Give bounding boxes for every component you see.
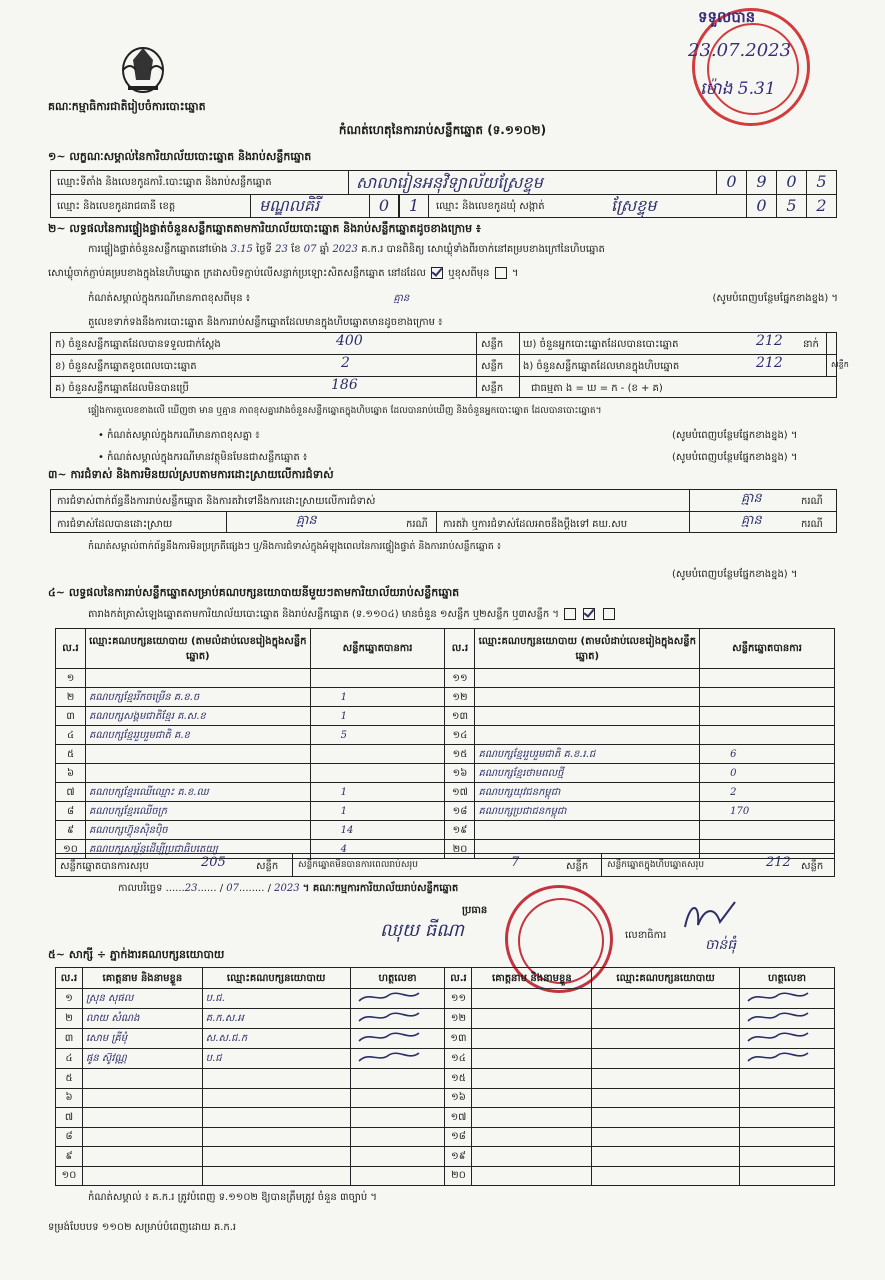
code-digit: 5 (806, 171, 836, 194)
table-row (56, 688, 835, 707)
witness-name (472, 1127, 592, 1147)
fill-note: (សូមបំពេញបន្ថែមផ្នែកខាងខ្នង) ។ (672, 430, 798, 441)
party-name (475, 726, 700, 745)
signature-cell (739, 989, 834, 1009)
bullet-objects: • កំណត់សម្គាល់ក្នុងករណីមានវត្ថុមិនមែនជាសន្លឹកឆ្នោត ៖ (98, 452, 308, 463)
witness-party (592, 1088, 740, 1108)
party-name (475, 688, 700, 707)
appeal-value: គ្មាន (741, 513, 762, 528)
row-number: ១៨ (445, 1127, 472, 1147)
bullet-difference: • កំណត់សម្គាល់ក្នុងករណីមានភាពខុសគ្នា ៖ (98, 430, 260, 441)
witness-table (55, 967, 835, 1186)
vote-count: 170 (700, 802, 835, 821)
vote-count: 1 (310, 707, 445, 726)
month-value: 07 (303, 244, 317, 255)
signature-cell (350, 1088, 445, 1108)
witness-party (202, 1088, 350, 1108)
president-signature: ឈុយ ធីណា (380, 920, 464, 941)
same-checkbox[interactable] (431, 267, 443, 279)
secretary-signature-icon (680, 897, 740, 937)
row-number: ៥ (56, 745, 86, 764)
witness-name: សោម គ្រីមុំ (82, 1029, 202, 1049)
row-number: ៤ (56, 1049, 83, 1069)
witness-party (202, 1166, 350, 1186)
stamp-date: 23.07.2023 (688, 40, 792, 61)
party-name: គណបក្សខ្មែរឈើចក្រ (85, 802, 310, 821)
voters-value: 212 (756, 333, 783, 349)
one-sheet-checkbox[interactable] (564, 608, 576, 620)
vote-count: 2 (700, 783, 835, 802)
row-number: ៥ (56, 1069, 83, 1089)
vote-count: 4 (310, 840, 445, 859)
table-row (56, 669, 835, 688)
code-digit: 2 (806, 195, 836, 218)
signing-date: កាលបរិច្ឆេទ ......23...... / 07........ / 2023 ។ គណៈកម្មការការិយាល័យរាប់សន្លឹកឆ្នោត (118, 883, 459, 894)
commune-code (746, 195, 836, 218)
total-valid-value: 205 (201, 855, 226, 870)
row-number: ៣ (56, 707, 86, 726)
day-value: 23 (275, 244, 288, 255)
total-box-value: 212 (766, 855, 791, 870)
row-number: ១៤ (445, 1049, 472, 1069)
party-name: គណបក្សខ្មែររីកចម្រើន គ.ខ.ច (85, 688, 310, 707)
vote-count (310, 745, 445, 764)
col-party: ឈ្មោះគណបក្សនយោបាយ (តាមលំដាប់លេខរៀងក្នុងសន្លឹកឆ្នោត) (475, 629, 700, 669)
emblem-logo (118, 40, 168, 96)
table-row (56, 726, 835, 745)
objection-table (50, 489, 837, 533)
section5-title: ៥~ សាក្សី ÷ ភ្នាក់ងារគណបក្សនយោបាយ (48, 948, 225, 961)
party-name (475, 707, 700, 726)
witness-party: ប.ជ (202, 1049, 350, 1069)
witness-name (82, 1088, 202, 1108)
col-votes: សន្លឹកឆ្នោតបានការ (700, 629, 835, 669)
code-digit: 0 (716, 171, 746, 194)
row-number: ១៣ (445, 707, 475, 726)
col-no: ល.រ (445, 968, 472, 989)
row-number: ៩ (56, 821, 86, 840)
case-label: ករណី (406, 519, 428, 530)
code-digit: 0 (369, 195, 399, 218)
witness-party (202, 1108, 350, 1128)
witness-name (82, 1166, 202, 1186)
signature-cell (739, 1127, 834, 1147)
received-ballots-label: ក) ចំនួនសន្លឹកឆ្នោតដែលបានទទួលជាក់ស្តែង (55, 339, 221, 350)
text: ។ គណៈកម្មការការិយាល័យរាប់សន្លឹកឆ្នោត (302, 883, 459, 894)
row-number: ៣ (56, 1029, 83, 1049)
two-sheet-checkbox[interactable] (583, 608, 595, 620)
voters-label: ឃ) ចំនួនអ្នកបោះឆ្នោតដែលបានបោះឆ្នោត (523, 339, 679, 350)
form-note: កំណត់សម្គាល់ ៖ គ.ក.រ ត្រូវបំពេញ ទ.១១០២ ឱ្យបានត្រឹមត្រូវ ចំនួន ៣ច្បាប់ ។ (88, 1192, 377, 1203)
vote-count (700, 669, 835, 688)
witness-name: ផូន ស៊ូវណ្ណ (82, 1049, 202, 1069)
year-value: 2023 (332, 244, 358, 255)
party-name: គណបក្សហ៊្វុនស៊ិនប៉ិច (85, 821, 310, 840)
row-number: ៧ (56, 783, 86, 802)
document-title: កំណត់ហេតុនៃការរាប់សន្លឹកឆ្នោត (ទ.១១០២) (338, 123, 547, 137)
location-code (716, 171, 836, 194)
witness-name (472, 1029, 592, 1049)
party-name: គណបក្សយុវជនកម្ពុជា (475, 783, 700, 802)
party-name: គណបក្សខ្មែររួបរួមជាតិ គ.ខ (85, 726, 310, 745)
vote-count: 14 (310, 821, 445, 840)
witness-name (82, 1108, 202, 1128)
code-digit: 0 (746, 195, 776, 218)
vote-count: 5 (310, 726, 445, 745)
row-number: ១១ (445, 989, 472, 1009)
text: ការផ្ទៀងផ្ទាត់ចំនួនសន្លឹកឆ្នោតនៅម៉ោង (88, 244, 228, 255)
difference-note (88, 291, 838, 306)
row-number: ១៥ (445, 1069, 472, 1089)
table-row (56, 1088, 835, 1108)
resolved-value: គ្មាន (296, 513, 317, 528)
vote-count (700, 688, 835, 707)
witness-party (592, 1069, 740, 1089)
fill-note: (សូមបំពេញបន្ថែមផ្នែកខាងខ្នង) ។ (672, 452, 798, 463)
party-name (475, 821, 700, 840)
date-day: 23 (184, 883, 198, 894)
unit: សន្លឹក (831, 360, 849, 369)
row-number: ១០ (56, 840, 86, 859)
unit: សន្លឹក (256, 861, 279, 872)
verification-paragraph (88, 242, 838, 258)
row-number: ១៩ (445, 821, 475, 840)
irregularity-note: កំណត់សម្គាល់ពាក់ព័ន្ធនឹងការមិនប្រក្រតីផ្សេងៗ ឬ/និងការជំទាស់ក្នុងអំឡុងពេលនៃការផ្ទៀងផ្ទាត់ និងការរាប់សន្លឹកឆ្នោត ៖ (88, 541, 501, 552)
vote-count (310, 764, 445, 783)
col-sign: ហត្ថលេខា (739, 968, 834, 989)
row-number: ១ (56, 989, 83, 1009)
col-sign: ហត្ថលេខា (350, 968, 445, 989)
box-ballots-label: ង) ចំនួនសន្លឹកឆ្នោតដែលមានក្នុងហិបឆ្នោត (523, 361, 680, 372)
commune-value: ស្រែខ្ទុម (611, 196, 657, 215)
row-number: ៩ (56, 1147, 83, 1167)
spoiled-ballots-value: 2 (341, 355, 350, 371)
total-invalid-value: 7 (511, 855, 520, 870)
table-row (56, 1166, 835, 1186)
text: តារាងកត់ត្រាសំឡេងឆ្នោតតាមការិយាល័យបោះឆ្នោត និងរាប់សន្លឹកឆ្នោត (ទ.១១០៤) មានចំនួន ១សន្លឹក ឬ២សន្លឹក ឬ៣សន្លឹក ។ (88, 609, 560, 620)
col-name: គោត្តនាម និងនាមខ្លួន (472, 968, 592, 989)
code-digit: 1 (399, 195, 429, 218)
figures-table (50, 332, 849, 398)
row-number: ១៦ (445, 1088, 472, 1108)
totals-row (55, 853, 835, 877)
row-number: ២ (56, 688, 86, 707)
signature-cell (350, 1009, 445, 1029)
row-number: ៨ (56, 802, 86, 821)
text: ខែ (291, 244, 301, 255)
party-name: គណបក្សខ្មែររួបរួមជាតិ គ.ខ.រ.ជ (475, 745, 700, 764)
row-number: ១០ (56, 1166, 83, 1186)
witness-party (202, 1147, 350, 1167)
witness-party (592, 1108, 740, 1128)
objection-value: គ្មាន (741, 491, 762, 506)
party-name: គណបក្សសម្ព័ន្ធដើម្បីប្រជាធិបតេយ្យ (85, 840, 310, 859)
appeal-label: ការតវ៉ា ឬការជំទាស់ដែលអាចនឹងប្តឹងទៅ គឃ.សប (443, 519, 628, 530)
witness-name (472, 1049, 592, 1069)
col-votes: សន្លឹកឆ្នោតបានការ (310, 629, 445, 669)
location-label: ឈ្មោះទីតាំង និងលេខកូដការិ.បោះឆ្នោត និងរាប់សន្លឹកឆ្នោត (51, 171, 349, 194)
row-number: ១ (56, 669, 86, 688)
code-digit: 0 (776, 171, 806, 194)
witness-party (592, 989, 740, 1009)
vote-count (310, 669, 445, 688)
stamp-time: ម៉ោង 5.31 (700, 79, 776, 99)
check-text: ផ្ទៀងការតួលេខខាងលើ ឃើញថា មាន ឬគ្មាន ភាពខុសគ្នារវាងចំនួនសន្លឹកឆ្នោតក្នុងហិបឆ្នោត ដែលបានរាប់ឃើញ និងចំនួនអ្នកបោះឆ្នោត ដែលបានបោះឆ្នោត។ (88, 406, 602, 416)
witness-party: ស.ស.ជ.ក (202, 1029, 350, 1049)
table-row (56, 745, 835, 764)
text: ឆ្នាំ (319, 244, 330, 255)
col-no: ល.រ (56, 968, 83, 989)
section1-table (50, 170, 837, 218)
signature-cell (739, 1049, 834, 1069)
signature-cell (350, 1127, 445, 1147)
tally-intro (88, 607, 617, 622)
col-party: ឈ្មោះគណបក្សនយោបាយ (តាមលំដាប់លេខរៀងក្នុងសន្លឹកឆ្នោត) (85, 629, 310, 669)
total-invalid-label: សន្លឹកឆ្នោតមិនបានការពេលរាប់សរុប (298, 860, 418, 870)
witness-party (592, 1029, 740, 1049)
unit: សន្លឹក (481, 361, 504, 372)
location-value: សាលារៀនអនុវិទ្យាល័យស្រែខ្ទុម (356, 173, 543, 192)
row-number: ១៨ (445, 802, 475, 821)
fill-note: (សូមបំពេញបន្ថែមផ្នែកខាងខ្នង) ។ (672, 569, 798, 580)
time-value: 3.15 (230, 244, 253, 255)
vote-count: 0 (700, 764, 835, 783)
figures-intro: តួលេខទាក់ទងនឹងការបោះឆ្នោត និងការរាប់សន្លឹកឆ្នោតដែលមានក្នុងហិបឆ្នោតមានដូចខាងក្រោម ៖ (88, 317, 443, 328)
text: ថ្ងៃទី (256, 244, 272, 255)
witness-name (472, 1009, 592, 1029)
unit: សន្លឹក (566, 861, 589, 872)
objection-label: ការជំទាស់ពាក់ព័ន្ធនឹងការរាប់សន្លឹកឆ្នោត និងការតវ៉ាទៅនឹងការដោះស្រាយលើការជំទាស់ (57, 496, 376, 507)
col-no: ល.រ (445, 629, 475, 669)
table-row (56, 1147, 835, 1167)
party-name (475, 669, 700, 688)
signature-cell (739, 1088, 834, 1108)
party-name: គណបក្សខ្មែរឈើឈ្មោះ គ.ខ.ឈ (85, 783, 310, 802)
signature-cell (350, 989, 445, 1009)
text: កំណត់សម្គាល់ក្នុងករណីមានភាពខុសពីមុន ៖ (88, 293, 251, 304)
row-number: ៦ (56, 1088, 83, 1108)
total-valid-label: សន្លឹកឆ្នោតបានការសរុប (60, 861, 149, 872)
witness-party (202, 1069, 350, 1089)
text: គ.ក.រ បានពិនិត្យ សោឃ្លុំទាំងពីរចាក់នៅគម្របខាងក្រៅនៃហិបឆ្នោត (361, 244, 605, 255)
note-value: គ្មាន (393, 293, 410, 304)
party-name (85, 764, 310, 783)
table-row (56, 1029, 835, 1049)
table-row (56, 1049, 835, 1069)
total-box-label: សន្លឹកឆ្នោតក្នុងហិបឆ្នោតសរុប (607, 860, 705, 870)
section2-title: ២~ លទ្ធផលនៃការផ្ទៀងផ្ទាត់ចំនួនសន្លឹកឆ្នោតតាមការិយាល័យបោះឆ្នោត និងរាប់សន្លឹកឆ្នោតដូចខាងក្រោម ៖ (48, 222, 481, 235)
party-name (85, 669, 310, 688)
witness-name (472, 1069, 592, 1089)
witness-name (472, 1166, 592, 1186)
party-name: គណបក្សប្រជាជនកម្ពុជា (475, 802, 700, 821)
vote-count (700, 707, 835, 726)
text: ឬខុសពីមុន (448, 268, 490, 279)
three-sheet-checkbox[interactable] (603, 608, 615, 620)
row-number: ១១ (445, 669, 475, 688)
table-row (56, 1108, 835, 1128)
party-name: គណបក្សសង្គមជាតិខ្មែរ គ.ស.ខ (85, 707, 310, 726)
vote-count: 1 (310, 802, 445, 821)
col-name: គោត្តនាម និងនាមខ្លួន (82, 968, 202, 989)
vote-count (700, 821, 835, 840)
signature-cell (739, 1166, 834, 1186)
spoiled-ballots-label: ខ) ចំនួនសន្លឹកឆ្នោតខូចពេលបោះឆ្នោត (55, 361, 197, 372)
witness-party (592, 1127, 740, 1147)
witness-party (202, 1127, 350, 1147)
table-row (56, 1127, 835, 1147)
table-row (56, 802, 835, 821)
case-label: ករណី (801, 519, 823, 530)
code-digit: 5 (776, 195, 806, 218)
section4-title: ៤~ លទ្ធផលនៃការរាប់សន្លឹកឆ្នោតសម្រាប់គណបក្សនយោបាយនីមួយៗតាមការិយាល័យរាប់សន្លឹកឆ្នោត (48, 586, 460, 599)
different-checkbox[interactable] (495, 267, 507, 279)
signature-cell (739, 1147, 834, 1167)
col-party: ឈ្មោះគណបក្សនយោបាយ (592, 968, 740, 989)
row-number: ៨ (56, 1127, 83, 1147)
verification-paragraph-2: សោឃ្លុំចាក់ភ្ជាប់គម្របខាងក្នុងនៃហិបឆ្នោត ក្រដាសបិទភ្ជាប់លើសន្លាក់ប្រឡោះសិតសន្លឹកឆ្នោត នៅដដែល ឬខុសពីមុន ។ (48, 268, 519, 279)
footer-text: ទម្រង់បែបបទ ១១០២ សម្រាប់បំពេញដោយ គ.ក.រ (48, 1222, 237, 1233)
unit: សន្លឹក (801, 861, 824, 872)
secretary-label: លេខាធិការ (625, 930, 667, 941)
stamp-received-text: ទទួលបាន (698, 8, 756, 26)
witness-name (472, 1088, 592, 1108)
text: សោឃ្លុំចាក់ភ្ជាប់គម្របខាងក្នុងនៃហិបឆ្នោត ក្រដាសបិទភ្ជាប់លើសន្លាក់ប្រឡោះសិតសន្លឹកឆ្នោត នៅដដែល (48, 268, 426, 279)
row-number: ១២ (445, 1009, 472, 1029)
section3-title: ៣~ ការជំទាស់ និងការមិនយល់ស្របតាមការដោះស្រាយលើការជំទាស់ (48, 468, 334, 481)
resolved-label: ការជំទាស់ដែលបានដោះស្រាយ (57, 519, 173, 530)
witness-name (82, 1127, 202, 1147)
witness-name (82, 1069, 202, 1089)
province-code (369, 195, 429, 218)
party-name: គណបក្សខ្មែរថាមពលថ្មី (475, 764, 700, 783)
formula: ជាធម្មតា ង = ឃ = ក - (ខ + គ) (531, 383, 663, 394)
box-ballots-value: 212 (756, 355, 783, 371)
section1-title: ១~ លក្ខណៈសម្គាល់នៃការិយាល័យបោះឆ្នោត និងរាប់សន្លឹកឆ្នោត (48, 150, 312, 163)
province-label: ឈ្មោះ និងលេខកូដរាជធានី ខេត្ត (51, 195, 251, 218)
witness-party: គ.ក.ស.អ (202, 1009, 350, 1029)
unused-ballots-label: គ) ចំនួនសន្លឹកឆ្នោតដែលមិនបានប្រើ (55, 383, 189, 394)
witness-name (472, 989, 592, 1009)
vote-count: 1 (310, 688, 445, 707)
signature-cell (739, 1009, 834, 1029)
unit: សន្លឹក (481, 339, 504, 350)
results-table (55, 628, 835, 859)
witness-party (592, 1147, 740, 1167)
signature-cell (350, 1166, 445, 1186)
signature-cell (739, 1069, 834, 1089)
witness-party (592, 1166, 740, 1186)
received-ballots-value: 400 (336, 333, 363, 349)
row-number: ៦ (56, 764, 86, 783)
witness-name (82, 1147, 202, 1167)
text: កាលបរិច្ឆេទ (118, 883, 163, 894)
signature-cell (739, 1029, 834, 1049)
witness-name: លាយ សំណង (82, 1009, 202, 1029)
row-number: ១៣ (445, 1029, 472, 1049)
vote-count: 1 (310, 783, 445, 802)
unit: នាក់ (803, 339, 819, 350)
signature-cell (350, 1049, 445, 1069)
witness-party (592, 1009, 740, 1029)
row-number: ១៧ (445, 783, 475, 802)
unit: សន្លឹក (481, 383, 504, 394)
witness-name: ស្រុន សុផល (82, 989, 202, 1009)
table-row (56, 821, 835, 840)
col-party: ឈ្មោះគណបក្សនយោបាយ (202, 968, 350, 989)
row-number: ១៤ (445, 726, 475, 745)
signature-cell (350, 1029, 445, 1049)
table-row (56, 764, 835, 783)
row-number: ៤ (56, 726, 86, 745)
case-label: ករណី (801, 496, 823, 507)
row-number: ១៩ (445, 1147, 472, 1167)
row-number: ២០ (445, 840, 475, 859)
table-row (56, 1069, 835, 1089)
vote-count: 6 (700, 745, 835, 764)
row-number: ១៦ (445, 764, 475, 783)
witness-name (472, 1108, 592, 1128)
commune-label: ឈ្មោះ និងលេខកូដឃុំ សង្កាត់ (436, 201, 545, 212)
table-row (56, 783, 835, 802)
table-row (56, 989, 835, 1009)
table-row (56, 707, 835, 726)
row-number: ២០ (445, 1166, 472, 1186)
signature-cell (739, 1108, 834, 1128)
president-label: ប្រធាន (462, 905, 488, 916)
row-number: ៧ (56, 1108, 83, 1128)
col-no: ល.រ (56, 629, 86, 669)
province-value: មណ្ឌលគិរី (259, 196, 320, 215)
witness-name (472, 1147, 592, 1167)
text: (សូមបំពេញបន្ថែមផ្នែកខាងខ្នង) ។ (712, 293, 838, 304)
row-number: ២ (56, 1009, 83, 1029)
signature-cell (350, 1108, 445, 1128)
signature-cell (350, 1147, 445, 1167)
committee-name: គណៈកម្មាធិការជាតិរៀបចំការបោះឆ្នោត (48, 100, 206, 113)
vote-count (700, 726, 835, 745)
signature-cell (350, 1069, 445, 1089)
table-row (56, 1009, 835, 1029)
date-year: 2023 (274, 883, 300, 894)
row-number: ១៧ (445, 1108, 472, 1128)
date-month: 07 (226, 883, 239, 894)
witness-party: ប.ជ. (202, 989, 350, 1009)
row-number: ១២ (445, 688, 475, 707)
row-number: ១៥ (445, 745, 475, 764)
party-name (85, 745, 310, 764)
witness-party (592, 1049, 740, 1069)
code-digit: 9 (746, 171, 776, 194)
unused-ballots-value: 186 (331, 377, 358, 393)
secretary-name: ចាន់ធុំ (705, 937, 737, 953)
